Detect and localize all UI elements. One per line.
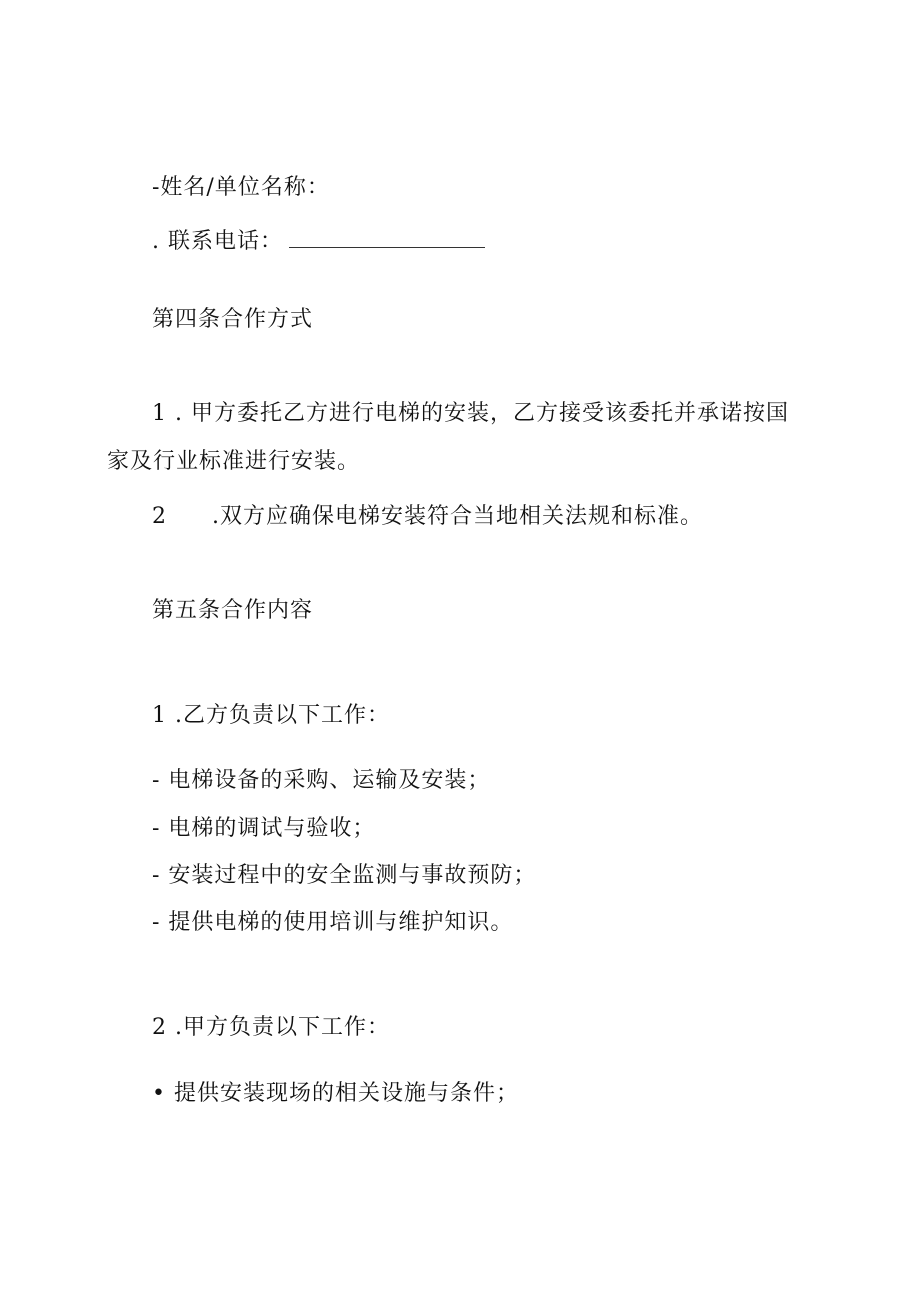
- party-b-item: - 电梯设备的采购、运输及安装；: [152, 768, 491, 793]
- party-a-heading: 2 .甲方负责以下工作：: [152, 1015, 390, 1040]
- contact-name-label: -姓名/单位名称：: [152, 175, 330, 200]
- article4-heading: 第四条合作方式: [152, 307, 314, 332]
- article4-item2-text: .双方应确保电梯安装符合当地相关法规和标准。: [212, 504, 703, 529]
- party-a-item: • 提供安装现场的相关设施与条件；: [152, 1081, 519, 1106]
- party-b-item: - 安装过程中的安全监测与事故预防；: [152, 863, 537, 888]
- article4-item1-line1: 1 . 甲方委托乙方进行电梯的安装，乙方接受该委托并承诺按国: [152, 401, 789, 426]
- party-b-heading: 1 .乙方负责以下工作：: [152, 703, 390, 728]
- article5-heading: 第五条合作内容: [152, 598, 314, 623]
- party-b-item: - 提供电梯的使用培训与维护知识。: [152, 910, 514, 935]
- contact-phone-label: . 联系电话：: [152, 229, 283, 254]
- contact-phone-row: [152, 228, 485, 256]
- phone-blank-line: [289, 229, 485, 248]
- article4-item1-line2: 家及行业标准进行安装。: [107, 449, 361, 474]
- party-b-item: - 电梯的调试与验收；: [152, 816, 376, 841]
- article4-item2-number: 2: [152, 504, 167, 529]
